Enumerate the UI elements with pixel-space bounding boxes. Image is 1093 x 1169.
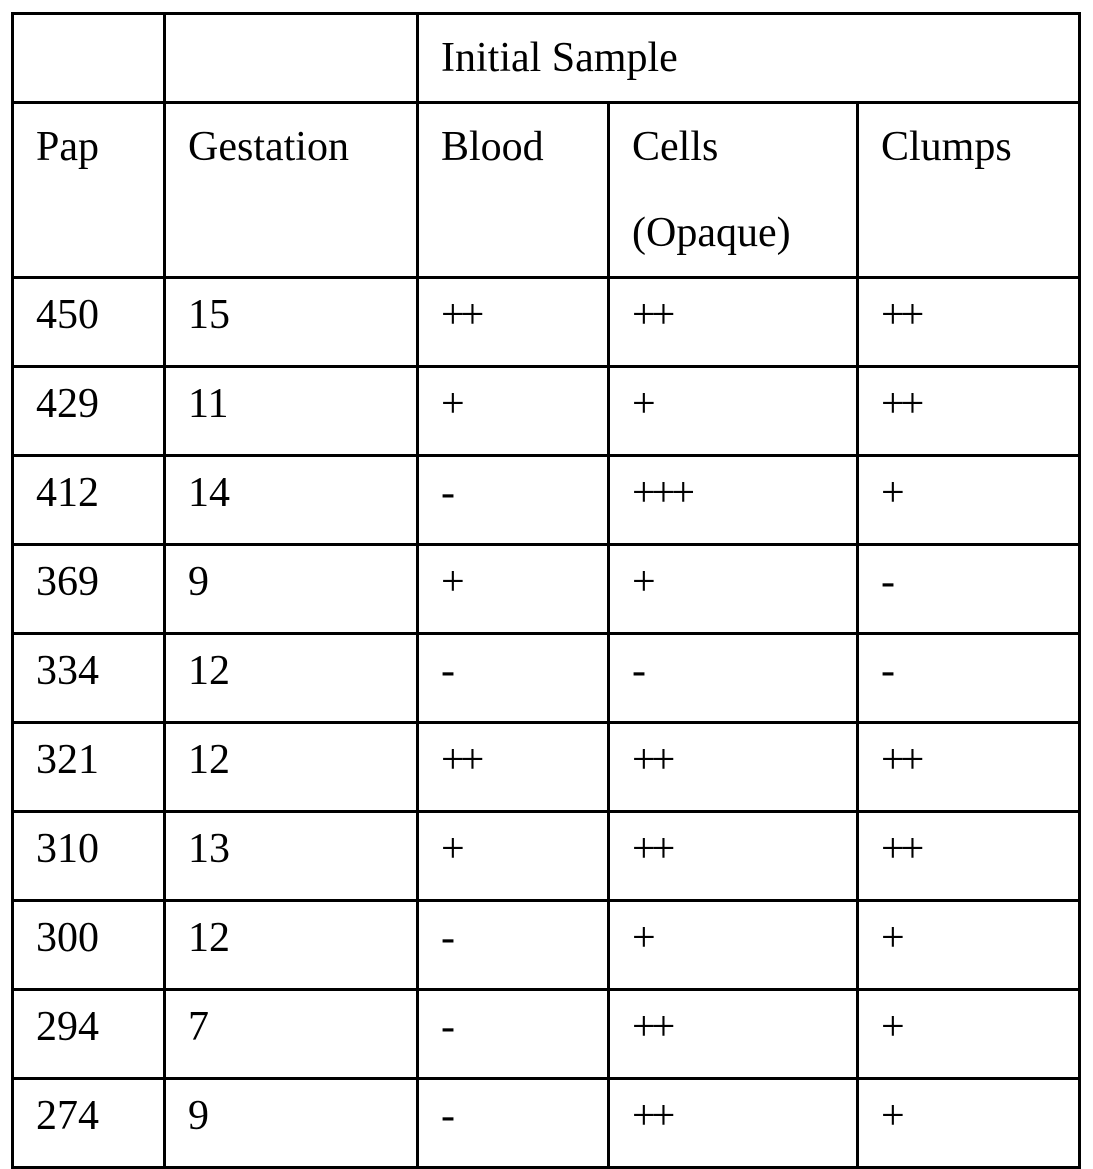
cell-pap: [13, 278, 165, 367]
column-header-label: Clumps: [881, 124, 1012, 170]
table-row: [13, 990, 1080, 1079]
pap-value: 321: [36, 737, 99, 783]
cell-cells: [609, 901, 858, 990]
clumps-value: ++: [881, 826, 921, 872]
sample-table: [11, 12, 1081, 1169]
pap-value: 450: [36, 292, 99, 338]
cell-clumps: [858, 723, 1080, 812]
cell-gestation: [165, 990, 418, 1079]
column-header-gestation: [165, 103, 418, 278]
cell-cells: [609, 545, 858, 634]
cells-value: ++: [632, 826, 672, 872]
cell-cells: [609, 456, 858, 545]
cells-value: ++: [632, 737, 672, 783]
blood-value: +: [441, 559, 461, 605]
cells-value: +: [632, 381, 652, 427]
gestation-value: 13: [188, 826, 230, 872]
pap-value: 300: [36, 915, 99, 961]
pap-value: 429: [36, 381, 99, 427]
clumps-value: -: [881, 559, 891, 605]
clumps-value: ++: [881, 737, 921, 783]
cells-value: -: [632, 648, 642, 694]
clumps-value: +: [881, 1004, 901, 1050]
gestation-value: 12: [188, 737, 230, 783]
table-body: [13, 278, 1080, 1168]
gestation-value: 7: [188, 1004, 209, 1050]
column-header-sublabel: (Opaque): [632, 210, 791, 256]
cell-cells: [609, 278, 858, 367]
cell-blood: [418, 278, 609, 367]
column-header-cells: [609, 103, 858, 278]
cell-blood: [418, 1079, 609, 1168]
cell-clumps: [858, 278, 1080, 367]
gestation-value: 9: [188, 559, 209, 605]
cell-pap: [13, 990, 165, 1079]
column-header-clumps: [858, 103, 1080, 278]
cell-gestation: [165, 901, 418, 990]
group-header-row: [13, 14, 1080, 103]
column-header-label: Gestation: [188, 124, 349, 170]
blood-value: -: [441, 915, 451, 961]
cell-clumps: [858, 901, 1080, 990]
cell-cells: [609, 1079, 858, 1168]
clumps-value: ++: [881, 381, 921, 427]
gestation-value: 15: [188, 292, 230, 338]
column-header-blood: [418, 103, 609, 278]
column-header-row: [13, 103, 1080, 278]
cell-pap: [13, 456, 165, 545]
cell-clumps: [858, 1079, 1080, 1168]
initial-sample-header: Initial Sample: [418, 14, 1080, 103]
table-row: [13, 367, 1080, 456]
cell-pap: [13, 812, 165, 901]
column-header-label: Cells: [632, 124, 719, 170]
clumps-value: ++: [881, 292, 921, 338]
cell-blood: [418, 634, 609, 723]
cells-value: +: [632, 559, 652, 605]
blood-value: -: [441, 1093, 451, 1139]
cell-blood: [418, 545, 609, 634]
blood-value: -: [441, 470, 451, 516]
blood-value: +: [441, 826, 461, 872]
cell-cells: [609, 367, 858, 456]
cell-gestation: [165, 367, 418, 456]
cell-pap: [13, 634, 165, 723]
table-row: [13, 1079, 1080, 1168]
table-row: [13, 634, 1080, 723]
clumps-value: -: [881, 648, 891, 694]
cell-gestation: [165, 278, 418, 367]
gestation-value: 12: [188, 915, 230, 961]
cell-blood: [418, 456, 609, 545]
cell-cells: [609, 812, 858, 901]
gestation-value: 9: [188, 1093, 209, 1139]
cells-value: +++: [632, 470, 692, 516]
blood-value: ++: [441, 292, 481, 338]
cell-cells: [609, 723, 858, 812]
cell-blood: [418, 812, 609, 901]
clumps-value: +: [881, 915, 901, 961]
column-header-label: Blood: [441, 124, 544, 170]
table-row: [13, 812, 1080, 901]
cell-clumps: [858, 456, 1080, 545]
cell-blood: [418, 367, 609, 456]
table-row: [13, 901, 1080, 990]
cell-clumps: [858, 634, 1080, 723]
cell-gestation: [165, 456, 418, 545]
pap-value: 274: [36, 1093, 99, 1139]
cell-pap: [13, 545, 165, 634]
cell-cells: [609, 990, 858, 1079]
cell-clumps: [858, 990, 1080, 1079]
blood-value: -: [441, 1004, 451, 1050]
pap-value: 294: [36, 1004, 99, 1050]
column-header-pap: [13, 103, 165, 278]
pap-value: 412: [36, 470, 99, 516]
cell-cells: [609, 634, 858, 723]
pap-value: 369: [36, 559, 99, 605]
gestation-value: 12: [188, 648, 230, 694]
cell-pap: [13, 723, 165, 812]
cell-clumps: [858, 812, 1080, 901]
pap-value: 334: [36, 648, 99, 694]
cell-gestation: [165, 545, 418, 634]
cell-gestation: [165, 723, 418, 812]
cell-gestation: [165, 634, 418, 723]
table-row: [13, 278, 1080, 367]
cell-clumps: [858, 367, 1080, 456]
clumps-value: +: [881, 1093, 901, 1139]
cells-value: ++: [632, 1004, 672, 1050]
cell-blood: [418, 901, 609, 990]
group-header-empty-1: [13, 14, 165, 103]
gestation-value: 11: [188, 381, 229, 427]
blood-value: ++: [441, 737, 481, 783]
column-header-label: Pap: [36, 124, 99, 170]
cells-value: +: [632, 915, 652, 961]
cell-pap: [13, 367, 165, 456]
cell-blood: [418, 723, 609, 812]
cells-value: ++: [632, 292, 672, 338]
cell-blood: [418, 990, 609, 1079]
clumps-value: +: [881, 470, 901, 516]
table-row: [13, 723, 1080, 812]
table-row: [13, 456, 1080, 545]
pap-value: 310: [36, 826, 99, 872]
cell-pap: [13, 1079, 165, 1168]
gestation-value: 14: [188, 470, 230, 516]
cell-gestation: [165, 1079, 418, 1168]
blood-value: +: [441, 381, 461, 427]
group-header-empty-2: [165, 14, 418, 103]
cell-pap: [13, 901, 165, 990]
blood-value: -: [441, 648, 451, 694]
cells-value: ++: [632, 1093, 672, 1139]
cell-clumps: [858, 545, 1080, 634]
table-row: [13, 545, 1080, 634]
cell-gestation: [165, 812, 418, 901]
